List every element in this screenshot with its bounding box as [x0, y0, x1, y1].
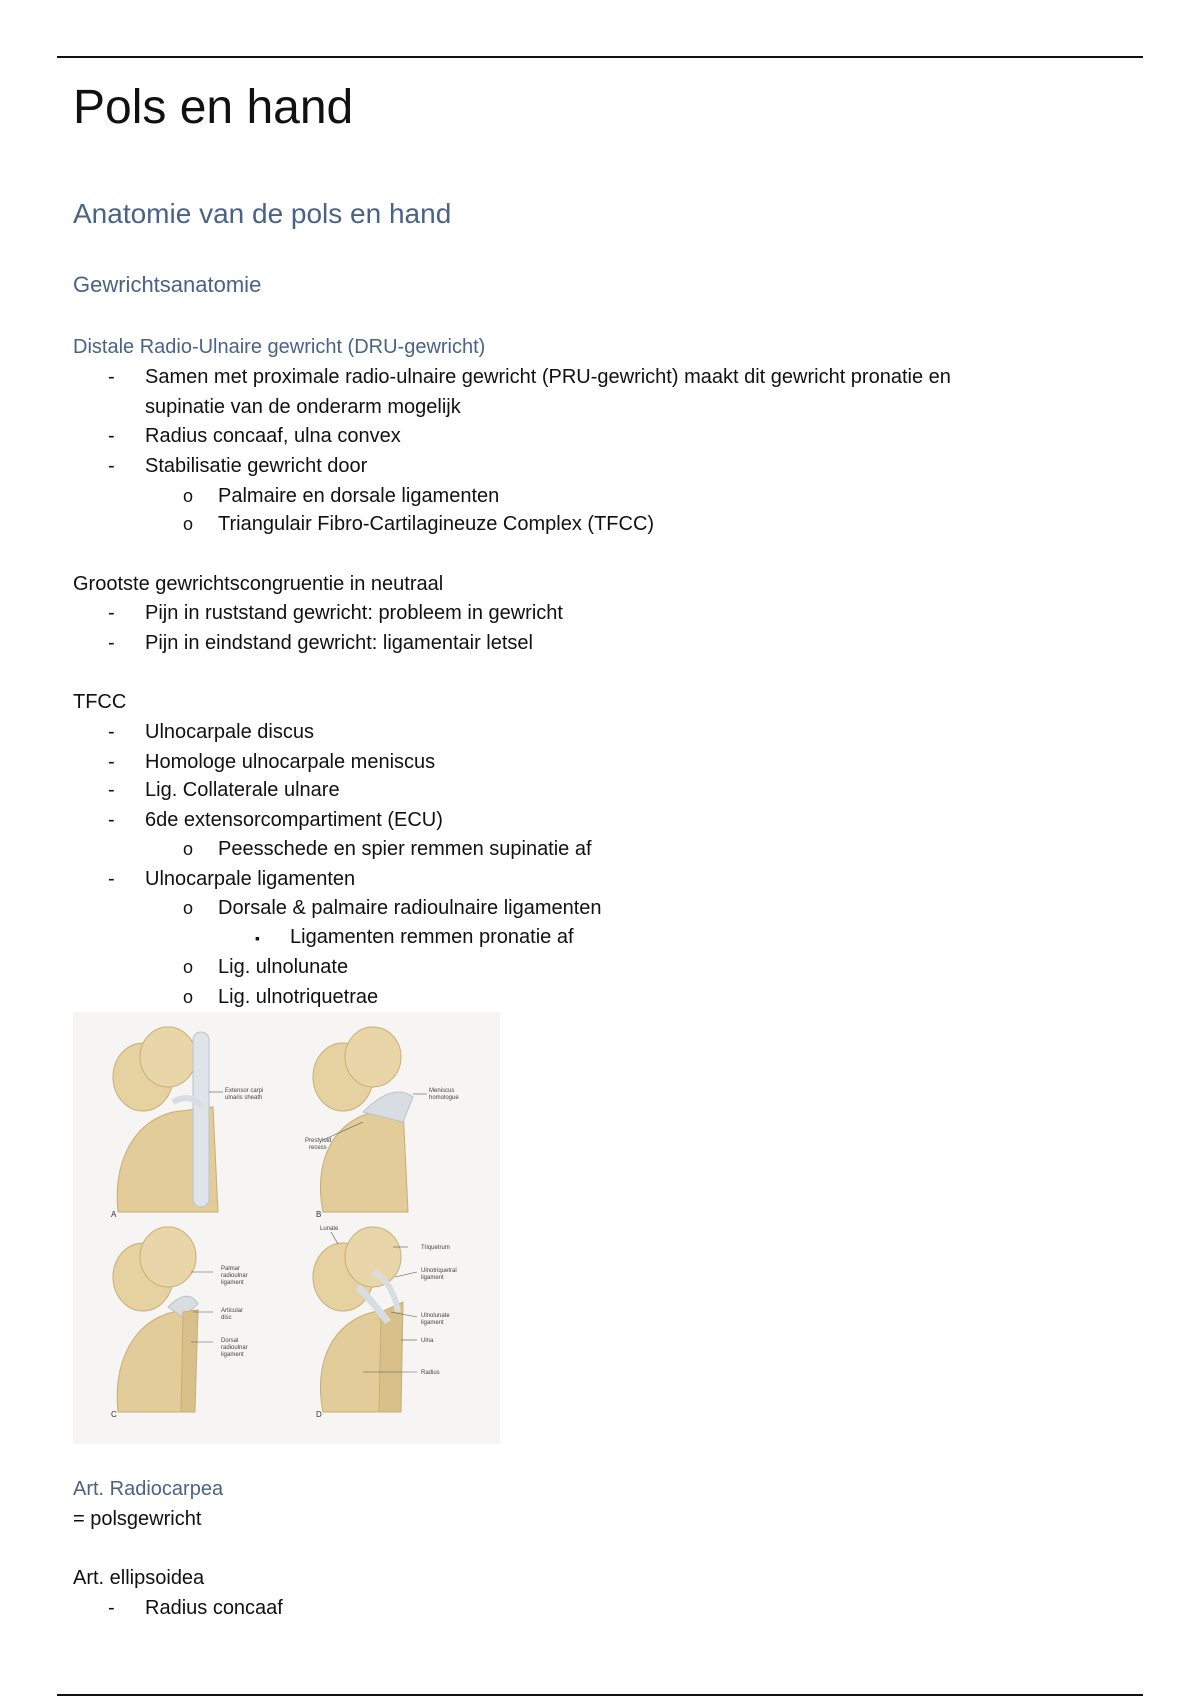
panel-letter-d: D	[316, 1410, 322, 1419]
dash-marker: -	[108, 809, 115, 831]
label-ecu-sheath-1: Extensor carpi	[225, 1088, 264, 1094]
dru-item-1-line-1: Samen met proximale radio-ulnaire gewricht (PRU-gewricht) maakt dit gewricht pronatie en	[145, 366, 951, 388]
tfcc-item-1: Ulnocarpale discus	[145, 721, 314, 743]
tfcc-item-4-sub: Peesschede en spier remmen supinatie af	[218, 838, 592, 860]
label-radius: Radius	[421, 1370, 440, 1376]
tfcc-illustration	[73, 1012, 500, 1444]
dash-marker: -	[108, 602, 115, 624]
label-dorsal-rul-1: Dorsal	[221, 1338, 239, 1344]
label-palmar-rul-1: Palmar	[221, 1266, 241, 1272]
tfcc-anatomy-figure	[73, 1012, 500, 1444]
dash-marker: -	[108, 779, 115, 801]
label-meniscus-1: Meniscus	[429, 1088, 455, 1094]
section-heading: Anatomie van de pols en hand	[73, 198, 452, 229]
page-title: Pols en hand	[73, 81, 354, 134]
tfcc-item-5-sub-3: Lig. ulnotriquetrae	[218, 986, 379, 1008]
label-ulna: Ulna	[421, 1338, 434, 1344]
circle-marker: o	[183, 957, 194, 977]
panel-letter-a: A	[111, 1210, 117, 1219]
label-articular-disc-2: disc	[221, 1315, 232, 1321]
tfcc-item-5: Ulnocarpale ligamenten	[145, 868, 356, 890]
label-ulnotriquetral-2: ligament	[421, 1275, 444, 1281]
dash-marker: -	[108, 455, 115, 477]
panel-letter-b: B	[316, 1210, 322, 1219]
congruence-item-1: Pijn in ruststand gewricht: probleem in gewricht	[145, 602, 563, 624]
tfcc-item-4: 6de extensorcompartiment (ECU)	[145, 809, 443, 831]
dash-marker: -	[108, 868, 115, 890]
label-meniscus-2: homologue	[429, 1095, 459, 1101]
subsection-heading: Gewrichtsanatomie	[73, 272, 262, 297]
panel-c	[111, 1227, 248, 1419]
dash-marker: -	[108, 425, 115, 447]
panel-b	[305, 1027, 459, 1219]
dash-marker: -	[108, 751, 115, 773]
panel-letter-c: C	[111, 1410, 117, 1419]
dru-item-2: Radius concaaf, ulna convex	[145, 425, 401, 447]
label-prestyloid-1: Prestyloid	[305, 1138, 332, 1144]
congruence-heading: Grootste gewrichtscongruentie in neutraal	[73, 573, 444, 595]
label-ulnolunate-2: ligament	[421, 1320, 444, 1326]
dash-marker: -	[108, 1597, 115, 1619]
radiocarpea-heading: Art. Radiocarpea	[73, 1478, 224, 1500]
label-triquetrum: Triquetrum	[421, 1245, 450, 1251]
top-rule	[57, 56, 1143, 58]
bottom-rule	[57, 1694, 1143, 1696]
dru-item-3-sub-1: Palmaire en dorsale ligamenten	[218, 485, 500, 507]
circle-marker: o	[183, 898, 194, 918]
dash-marker: -	[108, 366, 115, 388]
circle-marker: o	[183, 987, 194, 1007]
label-ulnolunate-1: Ulnolunate	[421, 1313, 450, 1319]
tfcc-heading: TFCC	[73, 691, 127, 713]
dru-item-1-line-2: supinatie van de onderarm mogelijk	[145, 396, 461, 418]
ellipsoidea-heading: Art. ellipsoidea	[73, 1567, 205, 1589]
tfcc-item-3: Lig. Collaterale ulnare	[145, 779, 340, 801]
dash-marker: -	[108, 721, 115, 743]
tfcc-item-5-sub-1: Dorsale & palmaire radioulnaire ligamenten	[218, 897, 602, 919]
label-dorsal-rul-3: ligament	[221, 1352, 244, 1358]
radiocarpea-definition: = polsgewricht	[73, 1508, 202, 1530]
congruence-item-2: Pijn in eindstand gewricht: ligamentair letsel	[145, 632, 533, 654]
dru-item-3: Stabilisatie gewricht door	[145, 455, 368, 477]
dash-marker: -	[108, 632, 115, 654]
label-ecu-sheath-2: ulnaris sheath	[225, 1095, 263, 1101]
circle-marker: o	[183, 486, 194, 506]
tfcc-item-5-sub-1-sub: Ligamenten remmen pronatie af	[290, 926, 574, 948]
tfcc-item-2: Homologe ulnocarpale meniscus	[145, 751, 436, 773]
label-ulnotriquetral-1: Ulnotriquetral	[421, 1268, 457, 1274]
label-palmar-rul-2: radioulnar	[221, 1273, 248, 1279]
label-articular-disc-1: Articular	[221, 1308, 244, 1314]
label-prestyloid-2: recess	[309, 1145, 327, 1151]
square-marker: ▪	[255, 930, 260, 946]
panel-a	[111, 1027, 263, 1219]
label-palmar-rul-3: ligament	[221, 1280, 244, 1286]
label-dorsal-rul-2: radioulnar	[221, 1345, 248, 1351]
tfcc-item-5-sub-2: Lig. ulnolunate	[218, 956, 349, 978]
dru-item-3-sub-2: Triangulair Fibro-Cartilagineuze Complex (TFCC)	[218, 513, 655, 535]
panel-d	[313, 1226, 457, 1419]
circle-marker: o	[183, 514, 194, 534]
ellipsoidea-item-1: Radius concaaf	[145, 1597, 283, 1619]
circle-marker: o	[183, 839, 194, 859]
label-lunate: Lunate	[320, 1226, 339, 1232]
dru-heading: Distale Radio-Ulnaire gewricht (DRU-gewricht)	[73, 336, 486, 358]
